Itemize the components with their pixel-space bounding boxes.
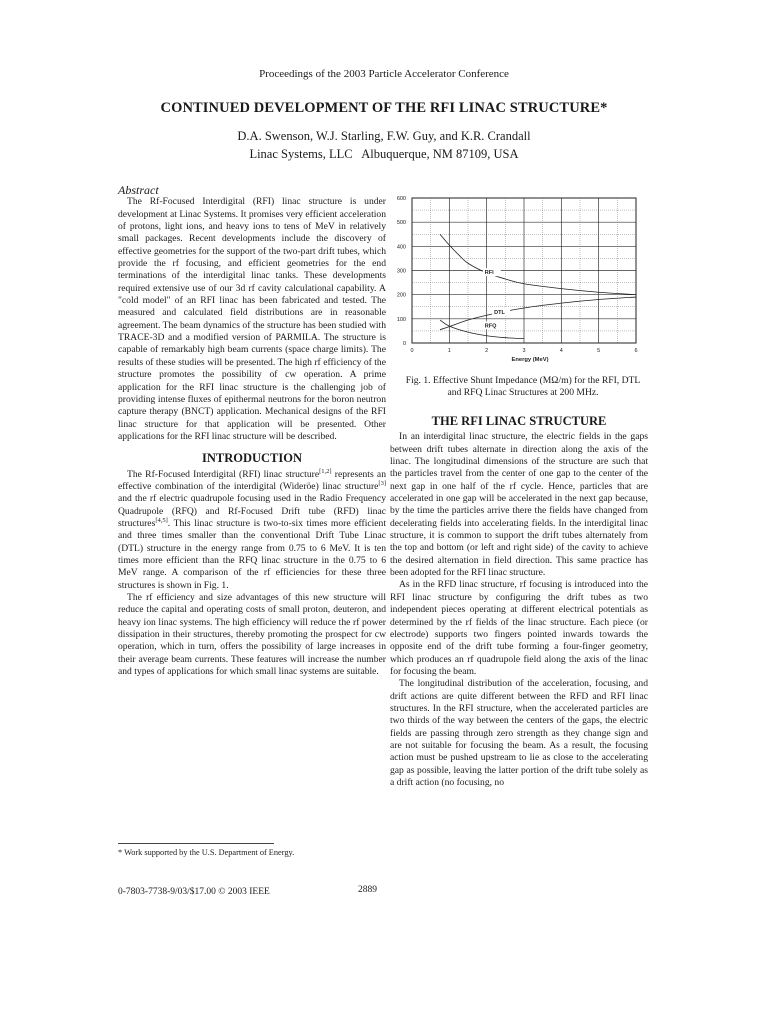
x-tick-label: 2: [485, 348, 489, 354]
left-column: [118, 184, 386, 678]
footnote-rule: [118, 843, 274, 844]
y-tick-label: 600: [396, 196, 406, 202]
x-axis-label: Energy (MeV): [511, 357, 549, 363]
rfi-structure-heading: THE RFI LINAC STRUCTURE: [431, 414, 607, 428]
x-tick-label: 5: [597, 348, 601, 354]
footnote: * Work supported by the U.S. Department of Energy.: [118, 848, 295, 857]
rfi-paragraph-1: In an interdigital linac structure, the electric fields in the gaps between drift tubes alternate in direction along the axis of the linac. The longitudinal dimensions of the structure are such that the particles travel from the center of one gap to the center of the next gap in one half of the rf cycle. Hence, particles that are accelerated in one gap will be accelerated in the next gap because, by the time the particles arrive there the fields have changed from decelerating fields into accelerating fields. In the interdigital linac structure, it is common to support the drift tubes alternately from the top and bottom (or left and right side) of the cavity to achieve the desired alternation in field direction. This same practice has been adopted for the RFI linac structure.: [390, 431, 648, 579]
series-label-dtl: DTL: [494, 310, 505, 316]
abstract-heading: Abstract: [118, 183, 159, 197]
right-column: [390, 415, 648, 789]
affiliation: Linac Systems, LLC Albuquerque, NM 87109, USA: [249, 147, 519, 161]
y-tick-label: 200: [396, 292, 406, 299]
x-tick-label: 3: [522, 348, 526, 354]
copyright-line: 0-7803-7738-9/03/$17.00 © 2003 IEEE: [118, 887, 270, 897]
introduction-heading: INTRODUCTION: [201, 451, 302, 466]
shunt-impedance-chart: [390, 190, 648, 370]
y-tick-label: 0: [402, 341, 406, 347]
x-tick-label: 0: [410, 348, 414, 354]
x-tick-label: 4: [559, 348, 563, 354]
series-label-rfi: RFI: [484, 270, 494, 277]
x-tick-label: 1: [447, 348, 451, 354]
series-label-rfq: RFQ: [484, 323, 497, 330]
series-line-rfi: [440, 234, 636, 294]
x-tick-label: 6: [634, 348, 638, 354]
series-line-rfq: [440, 320, 524, 339]
y-tick-label: 100: [396, 316, 406, 323]
series-line-dtl: [440, 297, 636, 330]
paper-title: CONTINUED DEVELOPMENT OF THE RFI LINAC STRUCTURE*: [160, 100, 608, 116]
intro-paragraph-2: The rf efficiency and size advantages of this new structure will reduce the capital and operating costs of small proton, deuteron, and heavy ion linac systems. The high efficiency will reduce the rf power dissipation in their structures, thereby promoting the prospect for cw operation, which in turn, offers the possibility of large increases in their average beam currents. These features will increase the number and types of applications for which small linac systems are suitable.: [118, 592, 386, 678]
y-tick-label: 300: [396, 268, 406, 275]
rfi-paragraph-2: As in the RFD linac structure, rf focusing is introduced into the RFI linac structure by configuring the drift tubes as two independent pieces operating at different electrical potentials as determined by the rf fields of the linac structure. Each piece (or electrode) supports two fingers pointed inwards towards the opposite end of the drift tube forming a four-finger geometry, which produces an rf quadrupole field along the axis of the linac for focusing the beam.: [390, 579, 648, 677]
proceedings-line: Proceedings of the 2003 Particle Accelerator Conference: [259, 68, 509, 80]
intro-paragraph-1: The Rf-Focused Interdigital (RFI) linac structure[1,2] represents an effective combination of the interdigital (Wideröe) linac structure[3] and the rf electric quadrupole focusing used in the Radio Frequency Quadrupole (RFQ) and Rf-Focused Drift tube (RFD) linac structures[4,5]. This linac structure is two-to-six times more efficient and three times smaller than the conventional Drift Tube Linac (DTL) structure in the energy range from 0.75 to 6 MeV. It is ten times more efficient than the RFQ linac structure in the 0.75 to 6 MeV range. A comparison of the rf efficiencies for these three structures is shown in Fig. 1.: [118, 467, 386, 591]
y-tick-label: 400: [396, 244, 406, 251]
authors: D.A. Swenson, W.J. Starling, F.W. Guy, and K.R. Crandall: [237, 129, 531, 143]
y-tick-label: 500: [396, 220, 406, 227]
figure-caption: Fig. 1. Effective Shunt Impedance (MΩ/m) for the RFI, DTL and RFQ Linac Structures at 200 MHz.: [405, 375, 641, 399]
rfi-paragraph-3: The longitudinal distribution of the acceleration, focusing, and drift actions are quite different between the RFD and RFI linac structures. In the RFI structure, when the accelerated particles are two thirds of the way between the centers of the gaps, the electric fields are passing through zero strength as they change sign and are not suitable for focusing the beam. As a result, the focusing action must be pushed upstream to lie as close to the accelerating gap as possible, leaving the latter portion of the drift tube solely as a drift action (no focusing, no: [390, 678, 648, 788]
page-number: 2889: [358, 885, 377, 895]
abstract-text: The Rf-Focused Interdigital (RFI) linac structure is under development at Linac Systems. It promises very efficient acceleration of protons, light ions, and heavy ions to tens of MeV in relatively small packages. Recent developments include the discovery of effective geometries for the support of the two-part drift tubes, which provide the rf focusing, and efficient geometries for the end terminations of the interdigital linac tanks. These developments required extensive use of our 3d rf cavity calculational capability. A "cold model" of an RFI linac has been fabricated and tested. The measured and calculated field distributions are in reasonable agreement. The beam dynamics of the structure has been studied with TRACE-3D and a modified version of PARMILA. The structure is capable of remarkably high beam currents (space charge limits). The results of these studies will be presented. The high rf efficiency of the structure promotes the possibility of cw operation. A prime application for the RFI linac structure is the challenging job of providing intense fluxes of epithermal neutrons for the boron neutron capture therapy (BNCT) application. Mechanical designs of the RFI linac structure for that application will be presented. Other applications for the RFI linac structure will be described.: [118, 196, 386, 442]
